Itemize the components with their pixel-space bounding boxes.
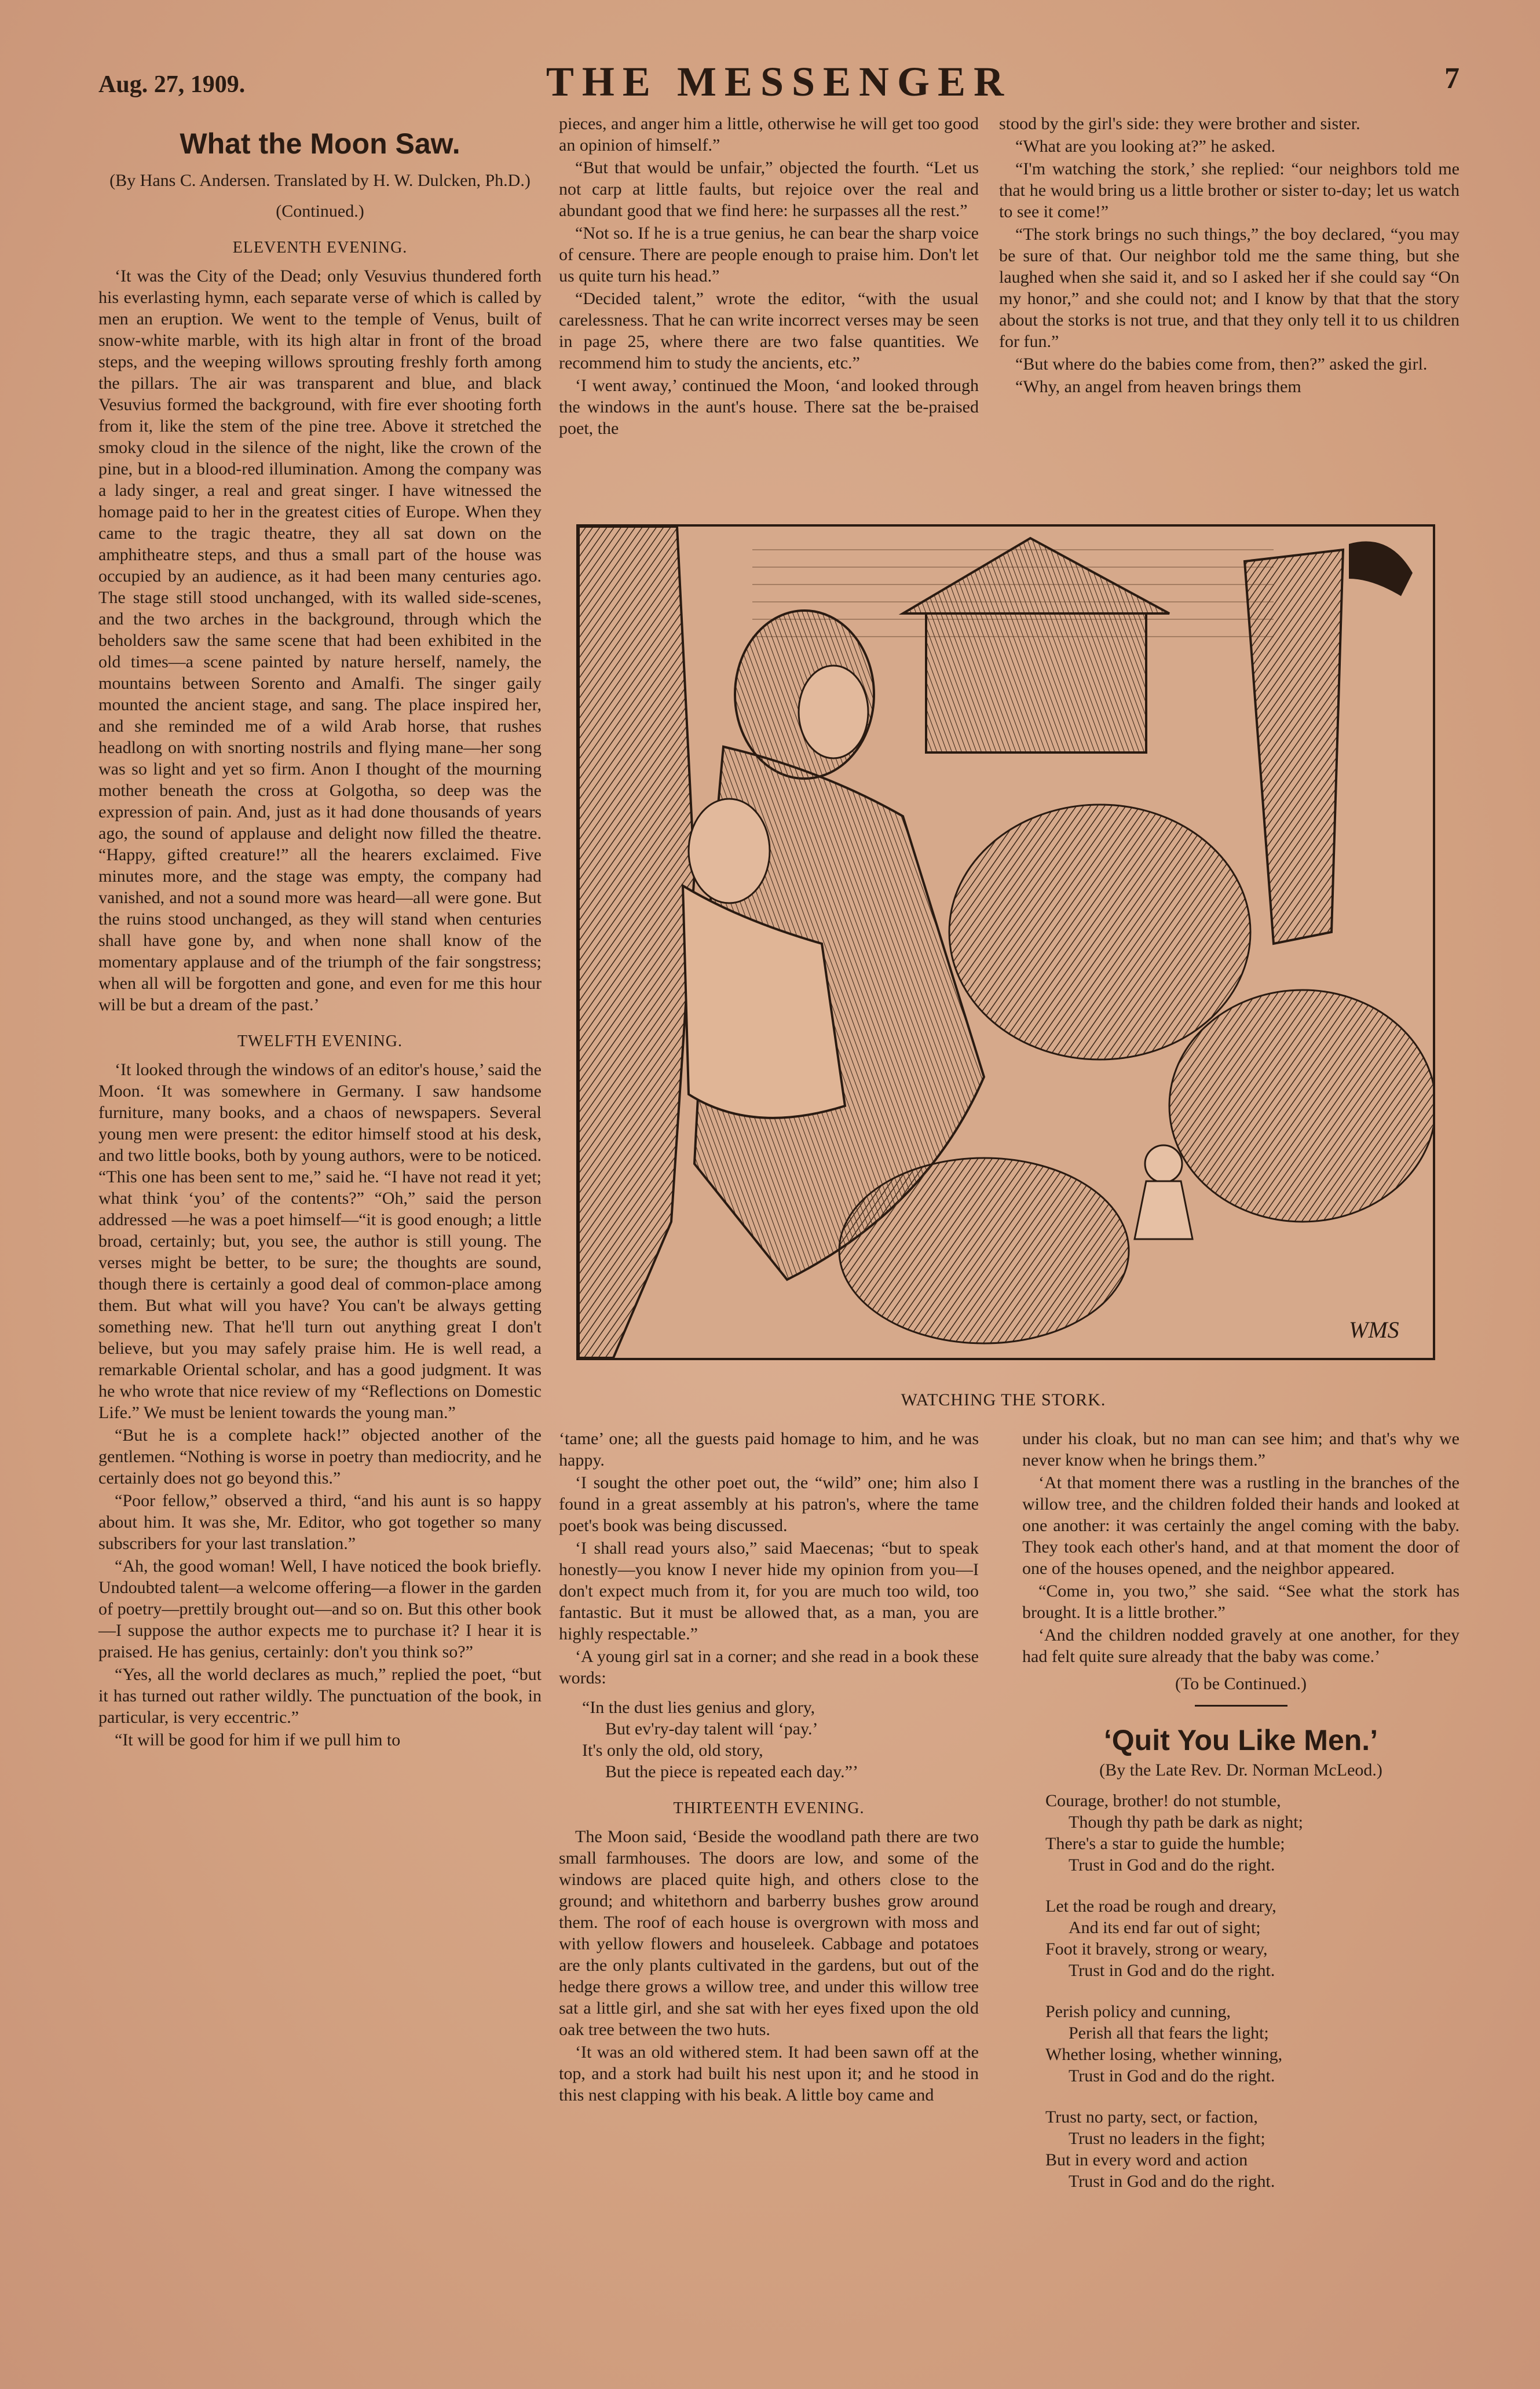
paragraph: “Yes, all the world declares as much,” replied the poet, “but it has turned out rather wildly. The punctuation of the book, in particular, is very eccentric.”	[98, 1665, 542, 1727]
poem-stanza	[1045, 2106, 1459, 2192]
paragraph: “What are you looking at?” he asked.	[1015, 137, 1275, 156]
paragraph: ‘At that moment there was a rustling in the branches of the willow tree, and the children folded their hands and looked at one another: it was certainly the angel coming with the baby. They took each other's hand, and at that moment the door of one of the houses opened, and the neighbor appeared.	[1022, 1473, 1459, 1578]
paragraph: “I'm watching the stork,’ she replied: “our neighbors told me that he would bring us a little brother or sister to-day; let us watch to see it come!”	[999, 159, 1459, 221]
poem-line: Let the road be rough and dreary,	[1045, 1897, 1276, 1916]
illustration-caption: WATCHING THE STORK.	[901, 1390, 1106, 1409]
verse-quote	[582, 1697, 979, 1782]
paragraph: “Come in, you two,” she said. “See what the stork has brought. It is a little brother.”	[1022, 1581, 1459, 1622]
engraving-image	[579, 527, 1433, 1358]
poem-stanza	[1045, 1790, 1459, 1876]
paragraph: pieces, and anger him a little, otherwise he will get too good an opinion of himself.”	[559, 114, 979, 155]
paragraph: “Not so. If he is a true genius, he can bear the sharp voice of censure. There are people enough to praise him. Don't let us quite turn his head.”	[559, 224, 979, 286]
poem-line: Trust in God and do the right.	[1069, 1855, 1275, 1875]
column-3-bottom	[1022, 1428, 1459, 2212]
poem-byline: (By the Late Rev. Dr. Norman McLeod.)	[1099, 1760, 1382, 1780]
poem-line: Trust in God and do the right.	[1069, 1961, 1275, 1980]
divider-rule	[1195, 1705, 1287, 1707]
poem-line: Perish all that fears the light;	[1069, 2023, 1269, 2043]
paragraph: “Why, an angel from heaven brings them	[1015, 377, 1301, 396]
poem-line: Trust in God and do the right.	[1069, 2066, 1275, 2085]
paragraph: ‘A young girl sat in a corner; and she read in a book these words:	[559, 1647, 979, 1687]
eleventh-evening-heading: ELEVENTH EVENING.	[232, 239, 408, 257]
column-1	[98, 122, 542, 1752]
thirteenth-evening-heading: THIRTEENTH EVENING.	[673, 1799, 865, 1817]
paragraph: “Ah, the good woman! Well, I have noticed the book briefly. Undoubted talent—a welcome offering—a flower in the garden of poetry—prettily brought out—and so on. But this other book—I suppose the author expects me to purchase it? I hear it is praised. He has genius, certainly: don't you think so?”	[98, 1557, 542, 1661]
poem-line: There's a star to guide the humble;	[1045, 1834, 1285, 1853]
paragraph: ‘It looked through the windows of an editor's house,’ said the Moon. ‘It was somewhere in Germany. I saw handsome furniture, many books, and a chaos of newspapers. Several young men were present: the editor himself stood at his desk, and two little books, both by young authors, were to be noticed. “This one has been sent to me,” said he. “I have not read it yet; what think ‘you’ of the contents?” “Oh,” said the person addressed —he was a poet himself—“it is good enough; a little broad, certainly; but, you see, the author is still young. The verses might be better, to be sure; the thoughts are sound, though there is certainly a good deal of common-place among them. But what will you have? You can't be always getting something new. That he'll turn out anything great I don't believe, but you may safely praise him. He is well read, a remarkable Oriental scholar, and has a good judgment. It was he who wrote that nice review of my “Reflections on Domestic Life.” We must be lenient towards the young man.”	[98, 1060, 542, 1422]
poem-line: Trust in God and do the right.	[1069, 2172, 1275, 2191]
poem-line: Though thy path be dark as night;	[1069, 1813, 1303, 1832]
paragraph: “Poor fellow,” observed a third, “and his aunt is so happy about him. It was she, Mr. Editor, who got together so many subscribers for your last translation.”	[98, 1491, 542, 1553]
paragraph: “But he is a complete hack!” objected another of the gentlemen. “Nothing is worse in poetry than mediocrity, and he certainly does not go beyond this.”	[98, 1426, 542, 1488]
paragraph: “But where do the babies come from, then?” asked the girl.	[1015, 355, 1428, 374]
poem-stanza	[1045, 2001, 1459, 2087]
newspaper-title: THE MESSENGER	[546, 59, 1012, 105]
poem-title: ‘Quit You Like Men.’	[1103, 1724, 1378, 1756]
poem-line: And its end far out of sight;	[1069, 1918, 1261, 1937]
verse-line: But the piece is repeated each day.”’	[605, 1762, 858, 1781]
paragraph: “Decided talent,” wrote the editor, “with the usual carelessness. That he can write incorrect verses may be seen in page 25, where there are two false quantities. We recommend him to study the ancients, etc.”	[559, 289, 979, 372]
to-be-continued-note: (To be Continued.)	[1175, 1674, 1307, 1693]
verse-line: But ev'ry-day talent will ‘pay.’	[605, 1719, 818, 1738]
poem-line: Whether losing, whether winning,	[1045, 2045, 1283, 2064]
paragraph: “It will be good for him if we pull him to	[115, 1730, 401, 1749]
paragraph: The Moon said, ‘Beside the woodland path there are two small farmhouses. The doors are low, and some of the windows are placed quite high, and others close to the ground; and whitethorn and barberry bushes grow around them. The roof of each house is overgrown with moss and with yellow flowers and houseleek. Cabbage and potatoes are the only plants cultivated in the gardens, but out of the hedge there grows a willow tree, and under this willow tree sat a little girl, and she sat with her eyes fixed upon the old oak tree between the two huts.	[559, 1827, 979, 2039]
paragraph: ‘It was an old withered stem. It had been sawn off at the top, and a stork had built his nest upon it; and he stood in this nest clapping with his beak. A little boy came and	[559, 2043, 979, 2105]
poem-line: Foot it bravely, strong or weary,	[1045, 1939, 1268, 1959]
watching-the-stork-illustration	[576, 524, 1435, 1360]
article-byline: (By Hans C. Andersen. Translated by H. W. Dulcken, Ph.D.)	[109, 171, 531, 190]
poem-line: But in every word and action	[1045, 2150, 1248, 2169]
eleventh-evening-text: ‘It was the City of the Dead; only Vesuvius thundered forth his everlasting hymn, each separate verse of which is called by men an eruption. We went to the temple of Venus, built of snow-white marble, with its high altar in front of the broad steps, and the weeping willows sprouting freshly forth among the pillars. The air was transparent and blue, and black Vesuvius formed the background, with fire ever shooting forth from it, like the stem of the pine tree. Above it stretched the smoky cloud in the silence of the night, like the crown of the pine, but in a blood-red illumination. Among the company was a lady singer, a real and great singer. I have witnessed the homage paid to her in the greatest cities of Europe. When they came to the tragic theatre, they all sat down on the amphitheatre steps, and thus a small part of the house was occupied by an audience, as it had been many centuries ago. The stage still stood unchanged, with its walled side-scenes, and the two arches in the background, through which the beholders saw the same scene that had been exhibited in the old times—a scene painted by nature herself, namely, the mountains between Sorento and Amalfi. The singer gaily mounted the ancient stage, and sang. The place inspired her, and she reminded me of a wild Arab horse, that rushes headlong on with snorting nostrils and flying mane—her song was so light and yet so firm. Anon I thought of the mourning mother beneath the cross at Golgotha, so deep was the expression of pain. And, just as it had done thousands of years ago, the sound of applause and delight now filled the theatre. “Happy, gifted creature!” all the hearers exclaimed. Five minutes more, and the stage was empty, the company had vanished, and not a sound more was heard—all were gone. But the ruins stood unchanged, as they will stand when centuries shall have gone by, and when none shall know of the momentary applause and of the triumph of the fair songstress; when all will be forgotten and gone, and even for me this hour will be but a dream of the past.’	[98, 266, 542, 1014]
poem-line: Courage, brother! do not stumble,	[1045, 1791, 1281, 1810]
artist-signature: WMS	[1349, 1317, 1399, 1343]
paragraph: ‘I shall read yours also,” said Maecenas; “but to speak honestly—you know I never hide my opinion from you—I don't expect much from it, for you are much too wild, too fantastic. But it must be allowed that, as a man, you are highly respectable.”	[559, 1539, 979, 1643]
verse-line: “In the dust lies genius and glory,	[582, 1698, 815, 1717]
page-number: 7	[1444, 62, 1459, 95]
paragraph: “The stork brings no such things,” the boy declared, “you may be sure of that. Our neighbor told me the same thing, but she laughed when she said it, and so I asked her if she could say “On my honor,” and she could not; and I know by that that the story about the storks is not true, and that they only tell it to us children for fun.”	[999, 225, 1459, 351]
article-title: What the Moon Saw.	[180, 127, 460, 160]
paragraph: “But that would be unfair,” objected the fourth. “Let us not carp at little faults, but rejoice over the real and abundant good that we find here: he surpasses all the rest.”	[559, 158, 979, 220]
paragraph: under his cloak, but no man can see him; and that's why we never know when he brings them.”	[1022, 1429, 1459, 1470]
paragraph: ‘tame’ one; all the guests paid homage to him, and he was happy.	[559, 1429, 979, 1470]
paragraph: stood by the girl's side: they were brother and sister.	[999, 114, 1360, 133]
twelfth-evening-heading: TWELFTH EVENING.	[237, 1032, 403, 1050]
poem-line: Trust no party, sect, or faction,	[1045, 2107, 1258, 2127]
column-2-bottom	[559, 1428, 979, 2107]
poem-line: Trust no leaders in the fight;	[1069, 2129, 1265, 2148]
column-3-top	[999, 113, 1459, 399]
issue-date: Aug. 27, 1909.	[98, 71, 246, 98]
masthead	[98, 58, 1459, 110]
poem-stanza	[1045, 1895, 1459, 1981]
column-2-top	[559, 113, 979, 440]
paragraph: ‘I sought the other poet out, the “wild” one; him also I found in a great assembly at his patron's, where the tame poet's book was being discussed.	[559, 1473, 979, 1535]
poem-line: Perish policy and cunning,	[1045, 2002, 1231, 2021]
paragraph: ‘And the children nodded gravely at one another, for they had felt quite sure already that the baby was come.’	[1022, 1625, 1459, 1666]
continued-note: (Continued.)	[276, 202, 364, 221]
verse-line: It's only the old, old story,	[582, 1741, 763, 1760]
paragraph: ‘I went away,’ continued the Moon, ‘and looked through the windows in the aunt's house. There sat the be-praised poet, the	[559, 376, 979, 438]
